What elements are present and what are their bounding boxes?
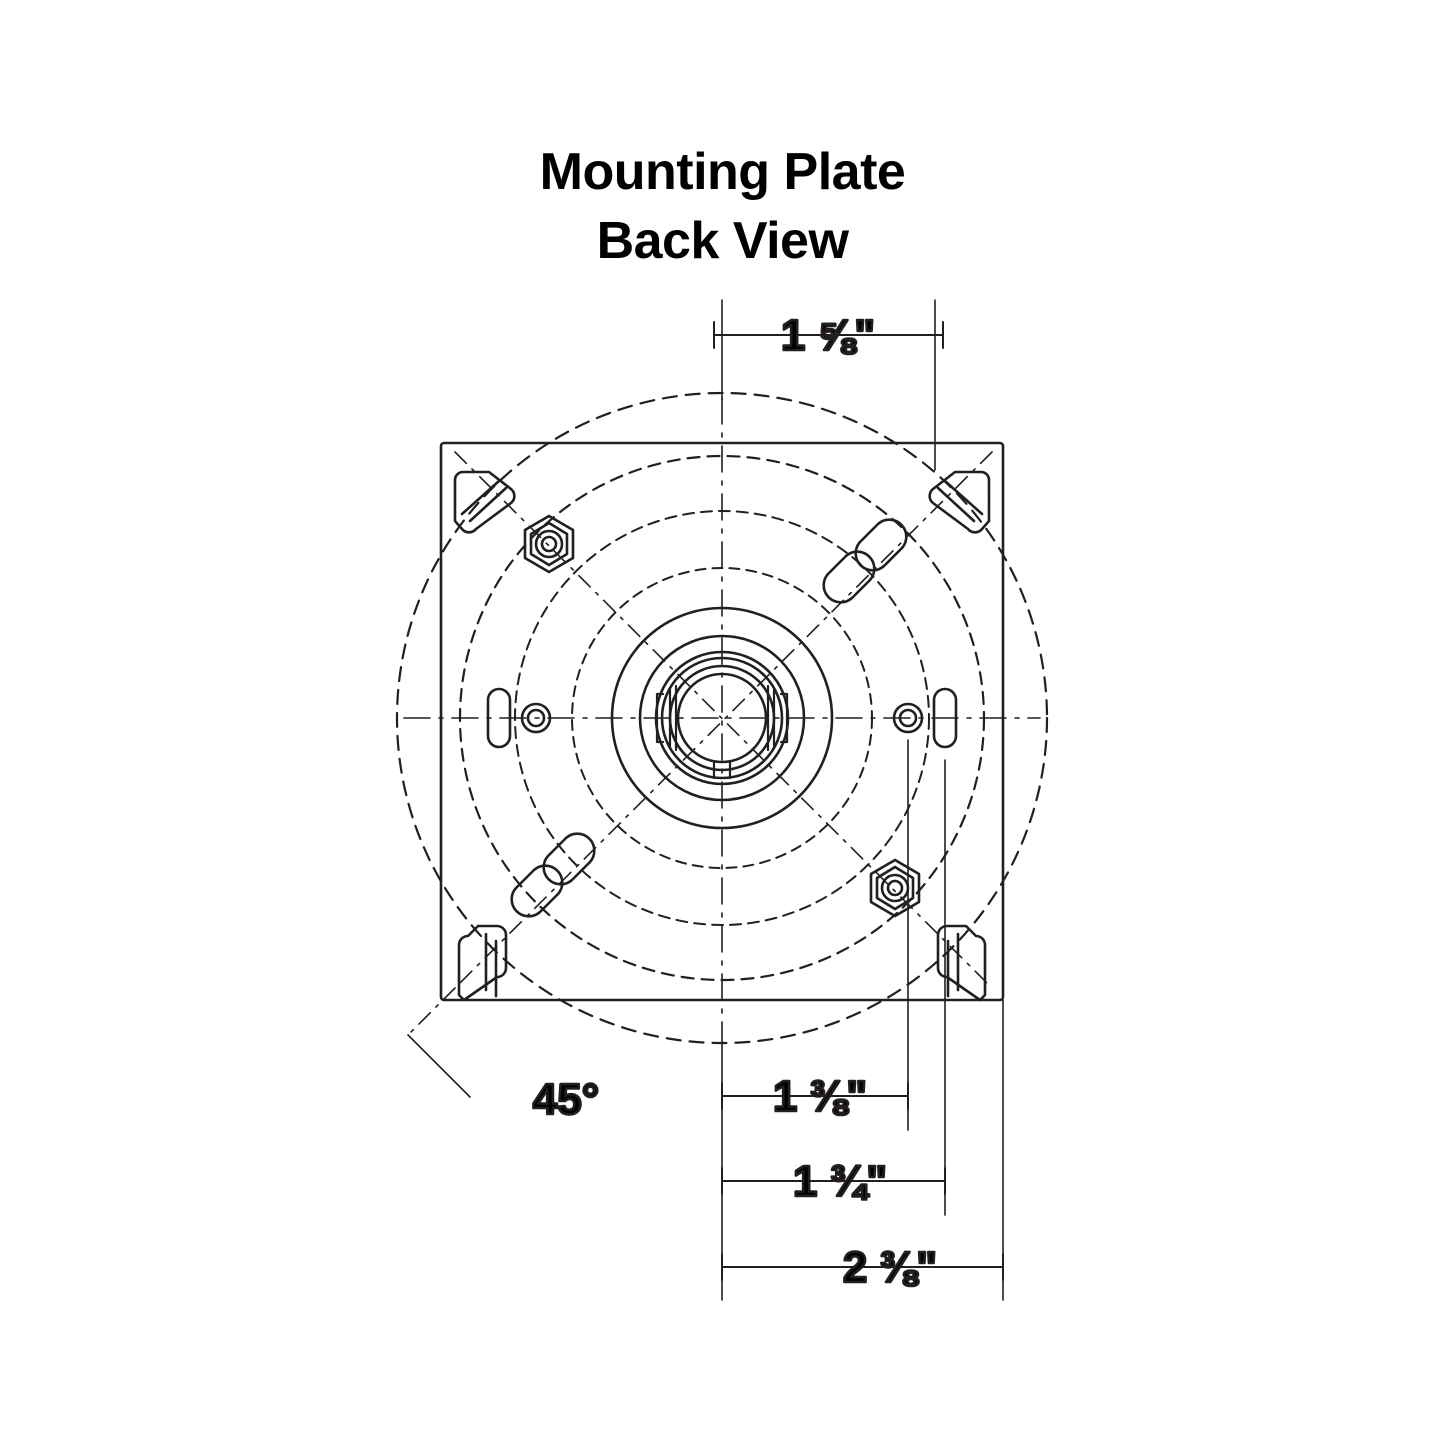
dimension-b3-label: 2 ⅜" <box>842 1243 938 1292</box>
dimension-b2-extension-lines <box>722 760 945 1215</box>
oblong-slot-lower-left-b <box>512 866 563 917</box>
oblong-slot-lower-left-a <box>544 834 595 885</box>
dimension-top-label: 1 ⅝" <box>780 311 876 360</box>
dimension-b2-label: 1 ¾" <box>792 1157 888 1206</box>
angle-leader <box>408 1035 470 1097</box>
dimension-b1-label: 1 ⅜" <box>772 1072 868 1121</box>
title-line-1: Mounting Plate <box>539 143 906 201</box>
diagonal-extension-lower-left <box>408 988 455 1035</box>
hex-nut-upper-left <box>525 516 573 572</box>
dimension-angle-label: 45° <box>532 1075 600 1124</box>
title-line-2: Back View <box>596 211 849 270</box>
hex-nut-lower-right <box>871 860 919 916</box>
corner-slot-top-right <box>930 472 989 532</box>
corner-slot-bottom-left <box>459 926 506 1000</box>
